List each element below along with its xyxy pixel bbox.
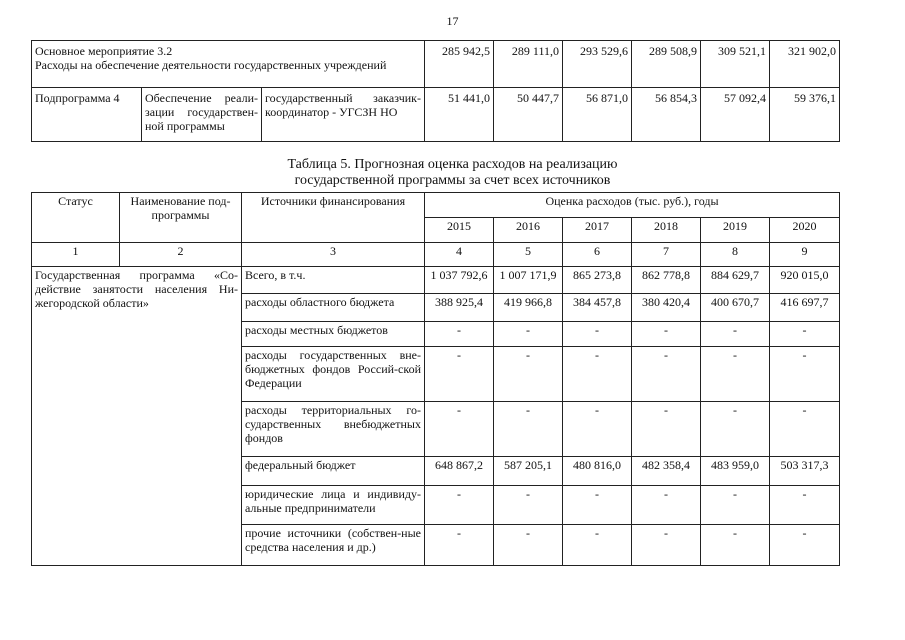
value-cell: 1 037 792,6	[425, 267, 494, 294]
header-year: 2017	[563, 218, 632, 243]
column-number: 5	[494, 243, 563, 267]
value-cell: 57 092,4	[701, 88, 770, 142]
value-cell: 503 317,3	[770, 457, 840, 486]
activity-label-line1: Основное мероприятие 3.2	[35, 44, 173, 58]
value-cell: -	[563, 322, 632, 347]
source-cell: федеральный бюджет	[242, 457, 425, 486]
status-cell: Подпрограмма 4	[32, 88, 142, 142]
value-cell: -	[563, 402, 632, 457]
value-cell: 400 670,7	[701, 294, 770, 322]
value-cell: -	[632, 322, 701, 347]
subprogram-name-cell: Обеспечение реали-зации государствен-ной программы	[142, 88, 262, 142]
value-cell: 309 521,1	[701, 41, 770, 88]
value-cell: -	[425, 402, 494, 457]
value-cell: 480 816,0	[563, 457, 632, 486]
value-cell: 862 778,8	[632, 267, 701, 294]
value-cell: 920 015,0	[770, 267, 840, 294]
value-cell: 50 447,7	[494, 88, 563, 142]
value-cell: 380 420,4	[632, 294, 701, 322]
column-number: 6	[563, 243, 632, 267]
continuation-table	[31, 40, 840, 142]
header-year: 2016	[494, 218, 563, 243]
value-cell: 1 007 171,9	[494, 267, 563, 294]
value-cell: 416 697,7	[770, 294, 840, 322]
source-cell: юридические лица и индивиду-альные предприниматели	[242, 486, 425, 525]
table-title	[0, 157, 905, 189]
value-cell: -	[770, 402, 840, 457]
value-cell: -	[770, 322, 840, 347]
value-cell: -	[701, 322, 770, 347]
source-cell: расходы государственных вне-бюджетных фондов Россий-ской Федерации	[242, 347, 425, 402]
value-cell: -	[701, 402, 770, 457]
source-cell: прочие источники (собствен-ные средства населения и др.)	[242, 525, 425, 566]
value-cell: 59 376,1	[770, 88, 840, 142]
page-number: 17	[446, 14, 459, 28]
activity-label	[32, 41, 425, 88]
value-cell: -	[701, 347, 770, 402]
value-cell: -	[494, 402, 563, 457]
activity-label-line2: Расходы на обеспечение деятельности государственных учреждений	[35, 58, 387, 72]
header-status: Статус	[32, 193, 120, 243]
column-number: 3	[242, 243, 425, 267]
column-number: 1	[32, 243, 120, 267]
value-cell: -	[494, 347, 563, 402]
column-number: 2	[120, 243, 242, 267]
value-cell: -	[701, 486, 770, 525]
source-cell: расходы областного бюджета	[242, 294, 425, 322]
value-cell: -	[770, 486, 840, 525]
header-subprogram-name: Наименование под-программы	[120, 193, 242, 243]
value-cell: -	[494, 486, 563, 525]
value-cell: -	[632, 347, 701, 402]
value-cell: 482 358,4	[632, 457, 701, 486]
table-row	[32, 41, 840, 88]
value-cell: 587 205,1	[494, 457, 563, 486]
header-year: 2015	[425, 218, 494, 243]
value-cell: -	[770, 347, 840, 402]
value-cell: -	[701, 525, 770, 566]
value-cell: 419 966,8	[494, 294, 563, 322]
column-number: 4	[425, 243, 494, 267]
header-year: 2018	[632, 218, 701, 243]
value-cell: 289 508,9	[632, 41, 701, 88]
column-number: 8	[701, 243, 770, 267]
value-cell: -	[425, 525, 494, 566]
header-cost-estimate: Оценка расходов (тыс. руб.), годы	[425, 193, 840, 218]
forecast-table	[31, 192, 840, 566]
header-year: 2020	[770, 218, 840, 243]
source-cell: расходы местных бюджетов	[242, 322, 425, 347]
value-cell: 384 457,8	[563, 294, 632, 322]
program-status-cell: Государственная программа «Со-действие занятости населения Ни-жегородской области»	[32, 267, 242, 566]
header-year: 2019	[701, 218, 770, 243]
value-cell: 884 629,7	[701, 267, 770, 294]
value-cell: -	[563, 486, 632, 525]
value-cell: -	[494, 322, 563, 347]
column-number-row	[32, 243, 840, 267]
header-funding-sources: Источники финансирования	[242, 193, 425, 243]
value-cell: -	[632, 402, 701, 457]
value-cell: 388 925,4	[425, 294, 494, 322]
value-cell: -	[425, 322, 494, 347]
value-cell: -	[632, 486, 701, 525]
table-title-line2: государственной программы за счет всех источников	[294, 173, 611, 188]
value-cell: 321 902,0	[770, 41, 840, 88]
value-cell: 483 959,0	[701, 457, 770, 486]
column-number: 7	[632, 243, 701, 267]
source-cell: государственный заказчик-координатор - УГСЗН НО	[262, 88, 425, 142]
value-cell: -	[563, 525, 632, 566]
column-number: 9	[770, 243, 840, 267]
header-row	[32, 193, 840, 218]
source-cell: расходы территориальных го-сударственных внебюджетных фондов	[242, 402, 425, 457]
value-cell: -	[425, 347, 494, 402]
value-cell: 289 111,0	[494, 41, 563, 88]
table-row	[32, 267, 840, 294]
value-cell: 865 273,8	[563, 267, 632, 294]
value-cell: 285 942,5	[425, 41, 494, 88]
value-cell: -	[494, 525, 563, 566]
value-cell: -	[632, 525, 701, 566]
table-row	[32, 88, 840, 142]
value-cell: 293 529,6	[563, 41, 632, 88]
value-cell: 56 854,3	[632, 88, 701, 142]
value-cell: -	[563, 347, 632, 402]
value-cell: -	[770, 525, 840, 566]
value-cell: -	[425, 486, 494, 525]
value-cell: 56 871,0	[563, 88, 632, 142]
source-cell: Всего, в т.ч.	[242, 267, 425, 294]
table-title-line1: Таблица 5. Прогнозная оценка расходов на реализацию	[287, 157, 618, 172]
value-cell: 51 441,0	[425, 88, 494, 142]
value-cell: 648 867,2	[425, 457, 494, 486]
